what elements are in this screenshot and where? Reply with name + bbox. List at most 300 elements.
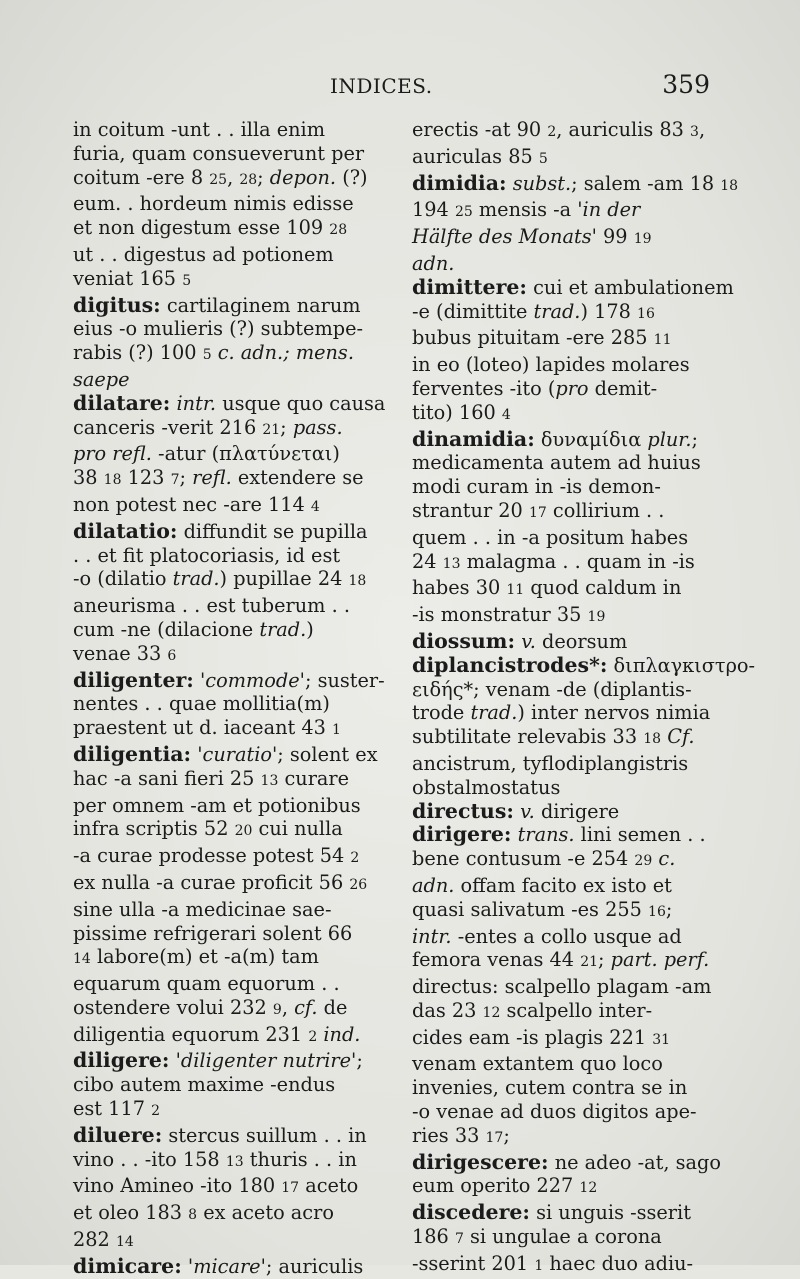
text-segment: trad. [259, 617, 307, 641]
text-segment: labore(m) et -a(m) tam [90, 945, 319, 969]
text-line [412, 1174, 708, 1201]
text-segment: pro refl. [73, 442, 152, 466]
text-line [412, 1201, 708, 1225]
text-line [412, 1100, 708, 1124]
text-segment: adn. [412, 251, 455, 275]
text-segment: quem . . in -a positum habes [412, 525, 689, 549]
text-line [73, 1073, 369, 1097]
text-segment: rabis (?) 100 [73, 341, 203, 365]
text-segment: subtilitate relevabis 33 [412, 725, 644, 749]
text-segment: plur. [647, 427, 692, 451]
text-segment: si ungulae a corona [463, 1225, 662, 1249]
text-segment: 38 [73, 466, 104, 490]
text-segment: ' [181, 1254, 194, 1278]
text-line [412, 198, 708, 225]
text-line [73, 794, 369, 818]
text-line [73, 692, 369, 716]
text-segment: 123 [121, 466, 171, 490]
text-segment: coitum -ere 8 [73, 165, 210, 189]
text-segment: modi curam in -is demon- [412, 475, 661, 499]
text-segment: strantur 20 [412, 498, 529, 522]
text-line [73, 667, 385, 693]
text-segment: eum. . hordeum nimis edisse [73, 192, 354, 216]
text-segment: trad. [470, 701, 518, 725]
text-segment: pro [555, 376, 589, 400]
text-segment: 194 [412, 198, 455, 222]
text-line [73, 520, 369, 544]
text-line [73, 594, 369, 618]
text-line [73, 294, 369, 318]
line-reference: 11 [653, 332, 672, 349]
text-segment: erectis -at 90 [412, 118, 548, 141]
text-segment: ; [257, 165, 270, 189]
text-segment: -atur (πλατύνεται) [151, 442, 340, 466]
text-segment: pissime refrigerari solent 66 [73, 921, 353, 945]
text-segment: , [698, 118, 706, 141]
text-segment: ; [503, 1123, 510, 1147]
text-segment: ; [179, 466, 193, 490]
line-reference: 20 [234, 823, 253, 840]
line-reference: 12 [482, 1004, 501, 1021]
text-line [73, 1023, 369, 1050]
text-segment: stercus suillum . . in [162, 1123, 367, 1147]
line-reference: 17 [485, 1129, 504, 1146]
text-segment: das 23 [412, 998, 483, 1022]
text-segment: -e (dimittite [412, 299, 534, 323]
text-segment: per omnem -am et potionibus [73, 793, 361, 817]
text-segment: hac -a sani fieri 25 [73, 766, 261, 790]
text-segment: non potest nec -are 114 [73, 492, 311, 516]
text-segment: trad. [172, 567, 220, 591]
left-column [73, 118, 386, 1279]
text-segment: ries 33 [412, 1123, 486, 1147]
text-segment: cui et ambulationem [527, 275, 734, 299]
headword: diplancistrodes*: [412, 652, 608, 677]
text-line [412, 752, 708, 776]
line-reference: 1 [332, 722, 341, 739]
text-line [412, 847, 708, 874]
text-line [412, 274, 734, 300]
line-reference: 13 [225, 1153, 244, 1170]
text-segment: diffundit se pupilla [177, 519, 368, 543]
text-line [412, 948, 708, 975]
text-segment: obstalmostatus [412, 775, 561, 799]
line-reference: 17 [528, 504, 547, 521]
text-line [73, 567, 369, 594]
text-segment: in der [582, 198, 641, 222]
text-line [73, 368, 369, 392]
text-segment: trad. [533, 299, 581, 323]
line-reference: 6 [167, 647, 177, 664]
line-reference: 18 [720, 177, 739, 194]
text-segment: cibo autem maxime -endus [73, 1073, 336, 1097]
text-segment: bubus pituitam -ere 285 [412, 326, 654, 350]
text-segment: part. perf. [610, 948, 710, 972]
text-segment: directus: scalpello plagam -am [412, 975, 712, 999]
text-segment: furia, quam consueverunt per [73, 141, 365, 165]
headword: dirigescere: [412, 1149, 549, 1174]
text-segment: sine ulla -a medicinae sae- [73, 897, 332, 921]
line-reference: 17 [281, 1180, 300, 1197]
line-reference: 5 [538, 150, 548, 167]
text-segment: , auriculis 83 [556, 118, 691, 141]
text-segment: intr. [412, 924, 452, 948]
text-segment: -a curae prodesse potest 54 [73, 844, 351, 868]
text-line [412, 451, 708, 475]
text-line [73, 142, 369, 166]
line-reference: 26 [349, 876, 368, 893]
text-segment: commode [205, 668, 300, 692]
text-segment: micare [193, 1254, 261, 1278]
text-segment: , [227, 165, 240, 189]
text-segment: mensis -a ' [472, 198, 583, 222]
text-line [73, 118, 369, 142]
text-segment: femora venas 44 [412, 948, 581, 972]
text-line [412, 576, 708, 603]
text-line [73, 642, 369, 669]
headword: directus: [412, 798, 514, 823]
text-line [412, 377, 708, 401]
headword: dimidia: [412, 170, 507, 195]
text-segment: ' 99 [591, 225, 634, 249]
text-segment: et oleo 183 [73, 1201, 189, 1225]
text-segment: 186 [412, 1225, 455, 1249]
text-line [73, 243, 369, 267]
line-reference: 16 [637, 305, 655, 322]
text-segment: c. adn.; mens. [217, 341, 354, 365]
text-segment: δυναμίδια [534, 427, 648, 451]
text-segment: cartilaginem narum [160, 293, 361, 317]
line-reference: 18 [103, 472, 122, 489]
text-line [73, 493, 369, 520]
line-reference: 29 [634, 853, 653, 870]
headword: dilatatio: [73, 518, 178, 543]
right-column [412, 118, 756, 1279]
text-line [73, 618, 369, 642]
text-segment: 282 [73, 1228, 116, 1252]
text-segment: ex aceto acro [197, 1201, 334, 1225]
text-line [73, 817, 369, 844]
text-line [73, 544, 369, 568]
text-segment: veniat 165 [73, 266, 183, 290]
text-segment: '; [351, 1049, 363, 1073]
text-segment: auriculas 85 [412, 144, 539, 168]
text-segment: dirigere [534, 799, 620, 823]
text-line [412, 1026, 708, 1053]
text-segment: Hälfte des Monats [412, 225, 592, 249]
line-reference: 25 [209, 171, 228, 188]
text-line [412, 678, 708, 702]
text-segment: extendere se [231, 466, 364, 490]
text-line [412, 300, 708, 327]
headword: diluere: [73, 1122, 163, 1147]
text-line [73, 1124, 369, 1148]
line-reference: 2 [151, 1103, 161, 1120]
text-segment: eum operito 227 [412, 1174, 580, 1198]
text-line [412, 475, 708, 499]
line-reference: 5 [182, 272, 192, 289]
text-segment: trode [412, 701, 471, 725]
line-reference: 3 [690, 124, 699, 140]
text-segment: '; suster- [299, 668, 385, 692]
text-segment: medicamenta autem ad huius [412, 451, 701, 475]
text-segment: . . et fit platocoriasis, id est [73, 543, 341, 567]
text-segment: in eo (loteo) lapides molares [412, 353, 690, 377]
text-segment: habes 30 [412, 576, 507, 600]
text-segment: invenies, cutem contra se in [412, 1076, 688, 1100]
text-line [73, 898, 369, 922]
text-segment: (?) [336, 165, 368, 189]
text-segment: , [281, 995, 295, 1019]
text-line [412, 630, 708, 654]
text-line [73, 1174, 369, 1201]
text-segment: ancistrum, tyflodiplangistris [412, 751, 689, 775]
text-segment: refl. [192, 466, 232, 490]
text-line [412, 353, 708, 377]
line-reference: 2 [308, 1028, 318, 1045]
text-line [73, 945, 369, 972]
text-segment: ostendere volui 232 [73, 995, 273, 1019]
text-segment: equarum quam equorum . . [73, 972, 340, 996]
text-segment: diligenter nutrire [180, 1049, 352, 1073]
line-reference: 4 [310, 498, 320, 515]
headword: diligere: [73, 1048, 170, 1073]
text-segment: scalpello inter- [500, 998, 653, 1022]
text-line [73, 466, 369, 493]
headword: diossum: [412, 628, 516, 653]
line-reference: 7 [170, 472, 180, 489]
text-segment: saepe [73, 367, 130, 391]
text-line [412, 1076, 708, 1100]
text-segment: quasi salivatum -es 255 [412, 897, 649, 921]
text-segment: canceris -verit 216 [73, 415, 263, 439]
text-segment: cum -ne (dilacione [73, 617, 260, 641]
text-line [412, 225, 708, 252]
text-line [73, 741, 378, 767]
text-segment: curatio [202, 742, 272, 766]
text-line [412, 118, 708, 145]
text-segment: deorsum [535, 629, 628, 653]
text-segment: cides eam -is plagis 221 [412, 1025, 653, 1049]
line-reference: 16 [648, 903, 666, 920]
headword: diligenter: [73, 667, 194, 692]
text-line [73, 1148, 369, 1175]
text-segment: cf. [294, 995, 318, 1019]
text-segment: vino Amineo -ito 180 [73, 1174, 282, 1198]
text-segment: 24 [412, 549, 443, 573]
text-segment: curare [278, 766, 350, 790]
text-line [412, 975, 712, 999]
text-segment: ex nulla -a curae proficit 56 [73, 870, 350, 894]
text-segment: in coitum -unt . . illa enim [73, 118, 326, 141]
text-segment: pass. [292, 415, 343, 439]
text-line [73, 442, 369, 466]
text-line [73, 192, 369, 216]
text-segment: thuris . . in [243, 1147, 357, 1171]
text-segment: collirium . . [546, 498, 665, 522]
text-segment: venae 33 [73, 641, 168, 665]
text-segment: tito) 160 [412, 400, 502, 424]
text-segment: ' [169, 1049, 181, 1073]
text-segment: vino . . -ito 158 [73, 1147, 226, 1171]
running-head [330, 70, 710, 104]
text-line [412, 898, 708, 925]
text-segment: demit- [588, 376, 658, 400]
text-segment: ; [598, 948, 611, 972]
text-segment: -sserint 201 [412, 1251, 535, 1275]
text-line [412, 1124, 708, 1151]
text-segment: ) pupillae 24 [219, 567, 349, 591]
text-segment: Cf. [667, 725, 695, 749]
text-segment: trans. [517, 823, 575, 847]
line-reference: 11 [506, 582, 525, 599]
text-line [73, 1097, 369, 1124]
text-segment: praestent ut d. iaceant 43 [73, 716, 333, 740]
text-line [412, 874, 708, 898]
headword: discedere: [412, 1200, 530, 1225]
text-segment: ) 178 [580, 299, 638, 323]
text-segment: '; solent ex [271, 742, 378, 766]
text-segment: ne adeo -at, sago [548, 1150, 722, 1174]
line-reference: 13 [442, 555, 461, 572]
text-line [73, 844, 369, 871]
text-segment: ; [280, 415, 293, 439]
headword: dimicare: [73, 1253, 182, 1278]
line-reference: 28 [239, 171, 258, 188]
line-reference: 4 [501, 406, 511, 423]
text-line [73, 1255, 369, 1279]
text-segment: '; auriculis [260, 1254, 364, 1278]
headword: dinamidia: [412, 426, 535, 451]
text-line [412, 999, 708, 1026]
text-segment: ut . . digestus ad potionem [73, 242, 334, 266]
headword: diligentia: [73, 741, 192, 766]
text-segment: aneurisma . . est tuberum . . [73, 594, 350, 618]
text-line [73, 416, 369, 443]
text-line [412, 526, 708, 550]
text-segment: subst. [512, 171, 572, 195]
text-line [73, 996, 369, 1023]
text-line [412, 326, 708, 353]
text-segment: quod caldum in [524, 576, 682, 600]
text-line [412, 428, 708, 452]
headword: digitus: [73, 292, 161, 317]
text-line [412, 401, 708, 428]
text-line [73, 1228, 369, 1255]
line-reference: 19 [633, 231, 652, 248]
text-line [73, 922, 369, 946]
text-segment: si unguis -sserit [529, 1201, 691, 1225]
text-segment: -is monstratur 35 [412, 603, 588, 627]
text-segment: ; [691, 427, 699, 451]
text-segment: ειδής*; venam -de (diplantis- [412, 677, 692, 701]
text-segment: ' [191, 742, 203, 766]
text-segment: bene contusum -e 254 [412, 847, 635, 871]
text-segment: c. [658, 847, 676, 871]
text-segment: -entes a collo usque ad [451, 924, 682, 948]
text-line [412, 252, 708, 276]
text-line [412, 1052, 708, 1076]
text-line [412, 701, 711, 725]
line-reference: 31 [652, 1031, 671, 1048]
text-line [412, 800, 708, 824]
line-reference: 25 [454, 204, 473, 221]
text-segment: -o venae ad duos digitos ape- [412, 1100, 697, 1124]
line-reference: 7 [454, 1231, 464, 1248]
text-segment: lini semen . . [574, 823, 706, 847]
text-segment: ' [193, 668, 206, 692]
text-line [412, 1225, 708, 1252]
text-segment: ; [665, 897, 673, 921]
page-number: 359 [662, 70, 710, 99]
running-title: INDICES. [330, 74, 433, 98]
text-line [73, 716, 369, 743]
text-segment: adn. [412, 873, 455, 897]
text-segment: intr. [176, 391, 217, 415]
line-reference: 18 [643, 731, 662, 748]
line-reference: 14 [73, 951, 91, 968]
text-segment: ind. [323, 1022, 361, 1046]
line-reference: 28 [329, 222, 348, 239]
text-line [73, 1201, 369, 1228]
text-line [73, 972, 369, 996]
text-line [73, 390, 386, 416]
line-reference: 13 [260, 772, 279, 789]
headword: dirigere: [412, 822, 512, 847]
text-segment: cui nulla [252, 817, 343, 841]
text-line [412, 776, 708, 800]
text-line [73, 341, 369, 368]
line-reference: 9 [272, 1001, 282, 1018]
text-segment: v. [520, 799, 535, 823]
text-segment: ) [306, 617, 314, 641]
line-reference: 21 [580, 954, 599, 971]
headword: dilatare: [73, 390, 171, 415]
text-line [412, 603, 708, 630]
text-segment: διπλαγκιστρο- [607, 653, 756, 677]
text-line [412, 145, 708, 172]
text-line [412, 725, 708, 752]
text-line [73, 267, 369, 294]
text-line [73, 1049, 369, 1073]
text-line [412, 499, 708, 526]
text-segment: eius -o mulieris (?) subtempe- [73, 317, 364, 341]
text-segment: infra scriptis 52 [73, 817, 235, 841]
text-line [73, 767, 369, 794]
text-line [73, 871, 369, 898]
line-reference: 5 [202, 347, 212, 364]
text-line [73, 216, 369, 243]
text-segment: -o (dilatio [73, 567, 173, 591]
text-line [73, 166, 369, 193]
line-reference: 1 [534, 1257, 544, 1274]
text-line [412, 550, 708, 577]
text-segment: aceto [299, 1174, 359, 1198]
text-line [412, 652, 756, 678]
line-reference: 19 [587, 609, 606, 626]
line-reference: 2 [547, 124, 557, 140]
text-segment: venam extantem quo loco [412, 1052, 663, 1076]
text-line [412, 925, 708, 949]
text-segment: v. [521, 629, 536, 653]
text-line [412, 1149, 722, 1175]
text-segment: ; salem -am 18 [571, 171, 721, 195]
line-reference: 21 [262, 421, 281, 438]
text-segment: nentes . . quae mollitia(m) [73, 692, 330, 716]
text-segment: usque quo causa [216, 391, 386, 415]
text-segment: de [317, 995, 348, 1019]
text-segment: ferventes -ito ( [412, 376, 556, 400]
